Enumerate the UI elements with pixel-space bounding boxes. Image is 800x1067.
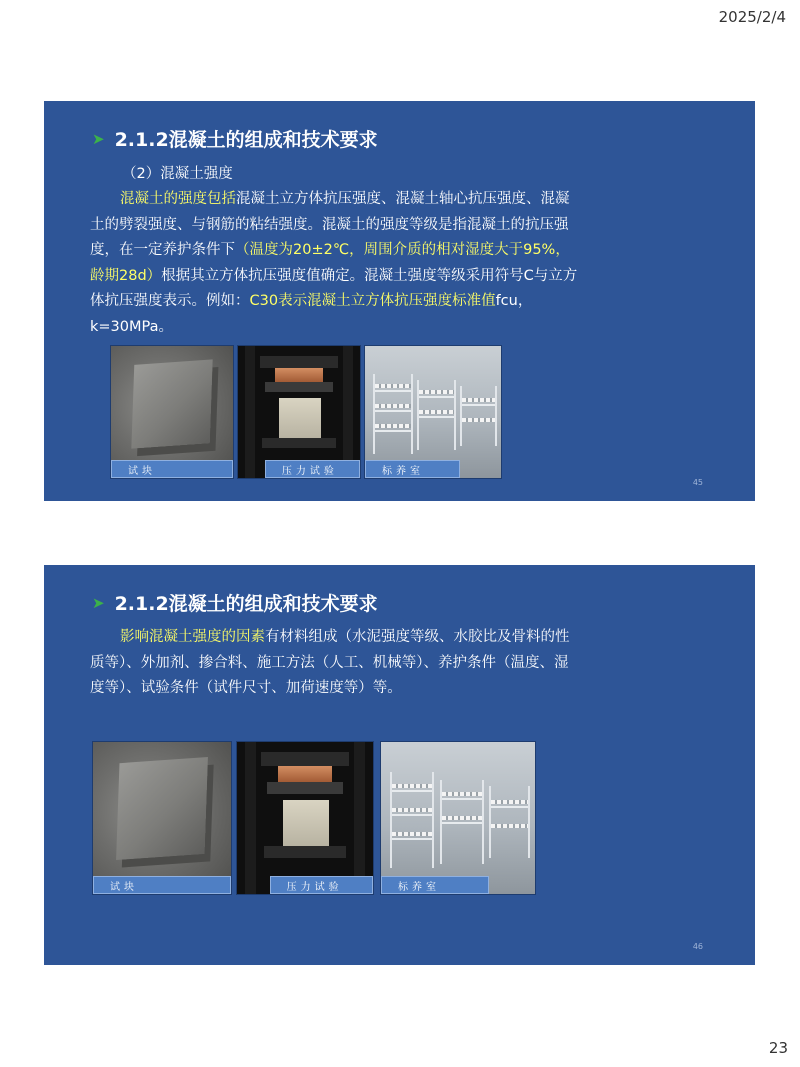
highlight-text: （温度为20±2℃，周围介质的相对湿度大于95%，龄期28d） bbox=[90, 242, 570, 284]
slide-45 bbox=[44, 101, 755, 501]
slide-number: 46 bbox=[692, 942, 703, 951]
body-paragraph bbox=[90, 187, 580, 341]
body-text: fcu，k=30MPa。 bbox=[90, 293, 533, 335]
specimen-photo bbox=[92, 741, 232, 895]
body-text: 根据其立方体抗压强度值确定。混凝土强度等级采用符号C与立方体抗压强度表示。例如： bbox=[90, 267, 578, 310]
slide-title bbox=[92, 589, 378, 616]
arrow-bullet-icon: ➤ bbox=[92, 129, 105, 148]
body-text: 混凝土立方体抗压强度、混凝土轴心抗压强度、混凝土的劈裂强度、与钢筋的粘结强度。混凝土的强度等级是指混凝土的抗压强度，在一定养护条件下 bbox=[90, 191, 570, 259]
slide-number: 45 bbox=[692, 478, 703, 487]
slide-title-text: 2.1.2混凝土的组成和技术要求 bbox=[114, 593, 378, 615]
press-photo bbox=[237, 345, 361, 479]
slide-title bbox=[92, 125, 378, 152]
photo-caption: 标养室 bbox=[365, 460, 460, 478]
section-subheading: （2）混凝土强度 bbox=[122, 166, 233, 182]
curing-room-photo bbox=[364, 345, 502, 479]
photo-caption: 试块 bbox=[111, 460, 233, 478]
page-number: 23 bbox=[768, 1039, 788, 1057]
photo-caption: 压力试验 bbox=[265, 460, 360, 478]
highlight-text: 混凝土的强度包括 bbox=[120, 191, 236, 207]
highlight-text: C30表示混凝土立方体抗压强度标准值 bbox=[249, 293, 496, 310]
page-date: 2025/2/4 bbox=[718, 8, 786, 26]
highlight-text: 影响混凝土强度的因素 bbox=[120, 629, 265, 645]
body-text: 有材料组成（水泥强度等级、水胶比及骨料的性质等）、外加剂、掺合料、施工方法（人工、机械等）、养护条件（温度、湿度等）、试验条件（试件尺寸、加荷速度等）等。 bbox=[90, 629, 570, 697]
slide-46 bbox=[44, 565, 755, 965]
slide-title-text: 2.1.2混凝土的组成和技术要求 bbox=[114, 129, 378, 151]
photo-caption: 试块 bbox=[93, 876, 231, 894]
curing-room-photo bbox=[380, 741, 536, 895]
photo-caption: 标养室 bbox=[381, 876, 489, 894]
photo-caption: 压力试验 bbox=[270, 876, 373, 894]
arrow-bullet-icon: ➤ bbox=[92, 593, 105, 612]
body-paragraph bbox=[90, 625, 580, 702]
specimen-photo bbox=[110, 345, 234, 479]
press-photo bbox=[236, 741, 374, 895]
